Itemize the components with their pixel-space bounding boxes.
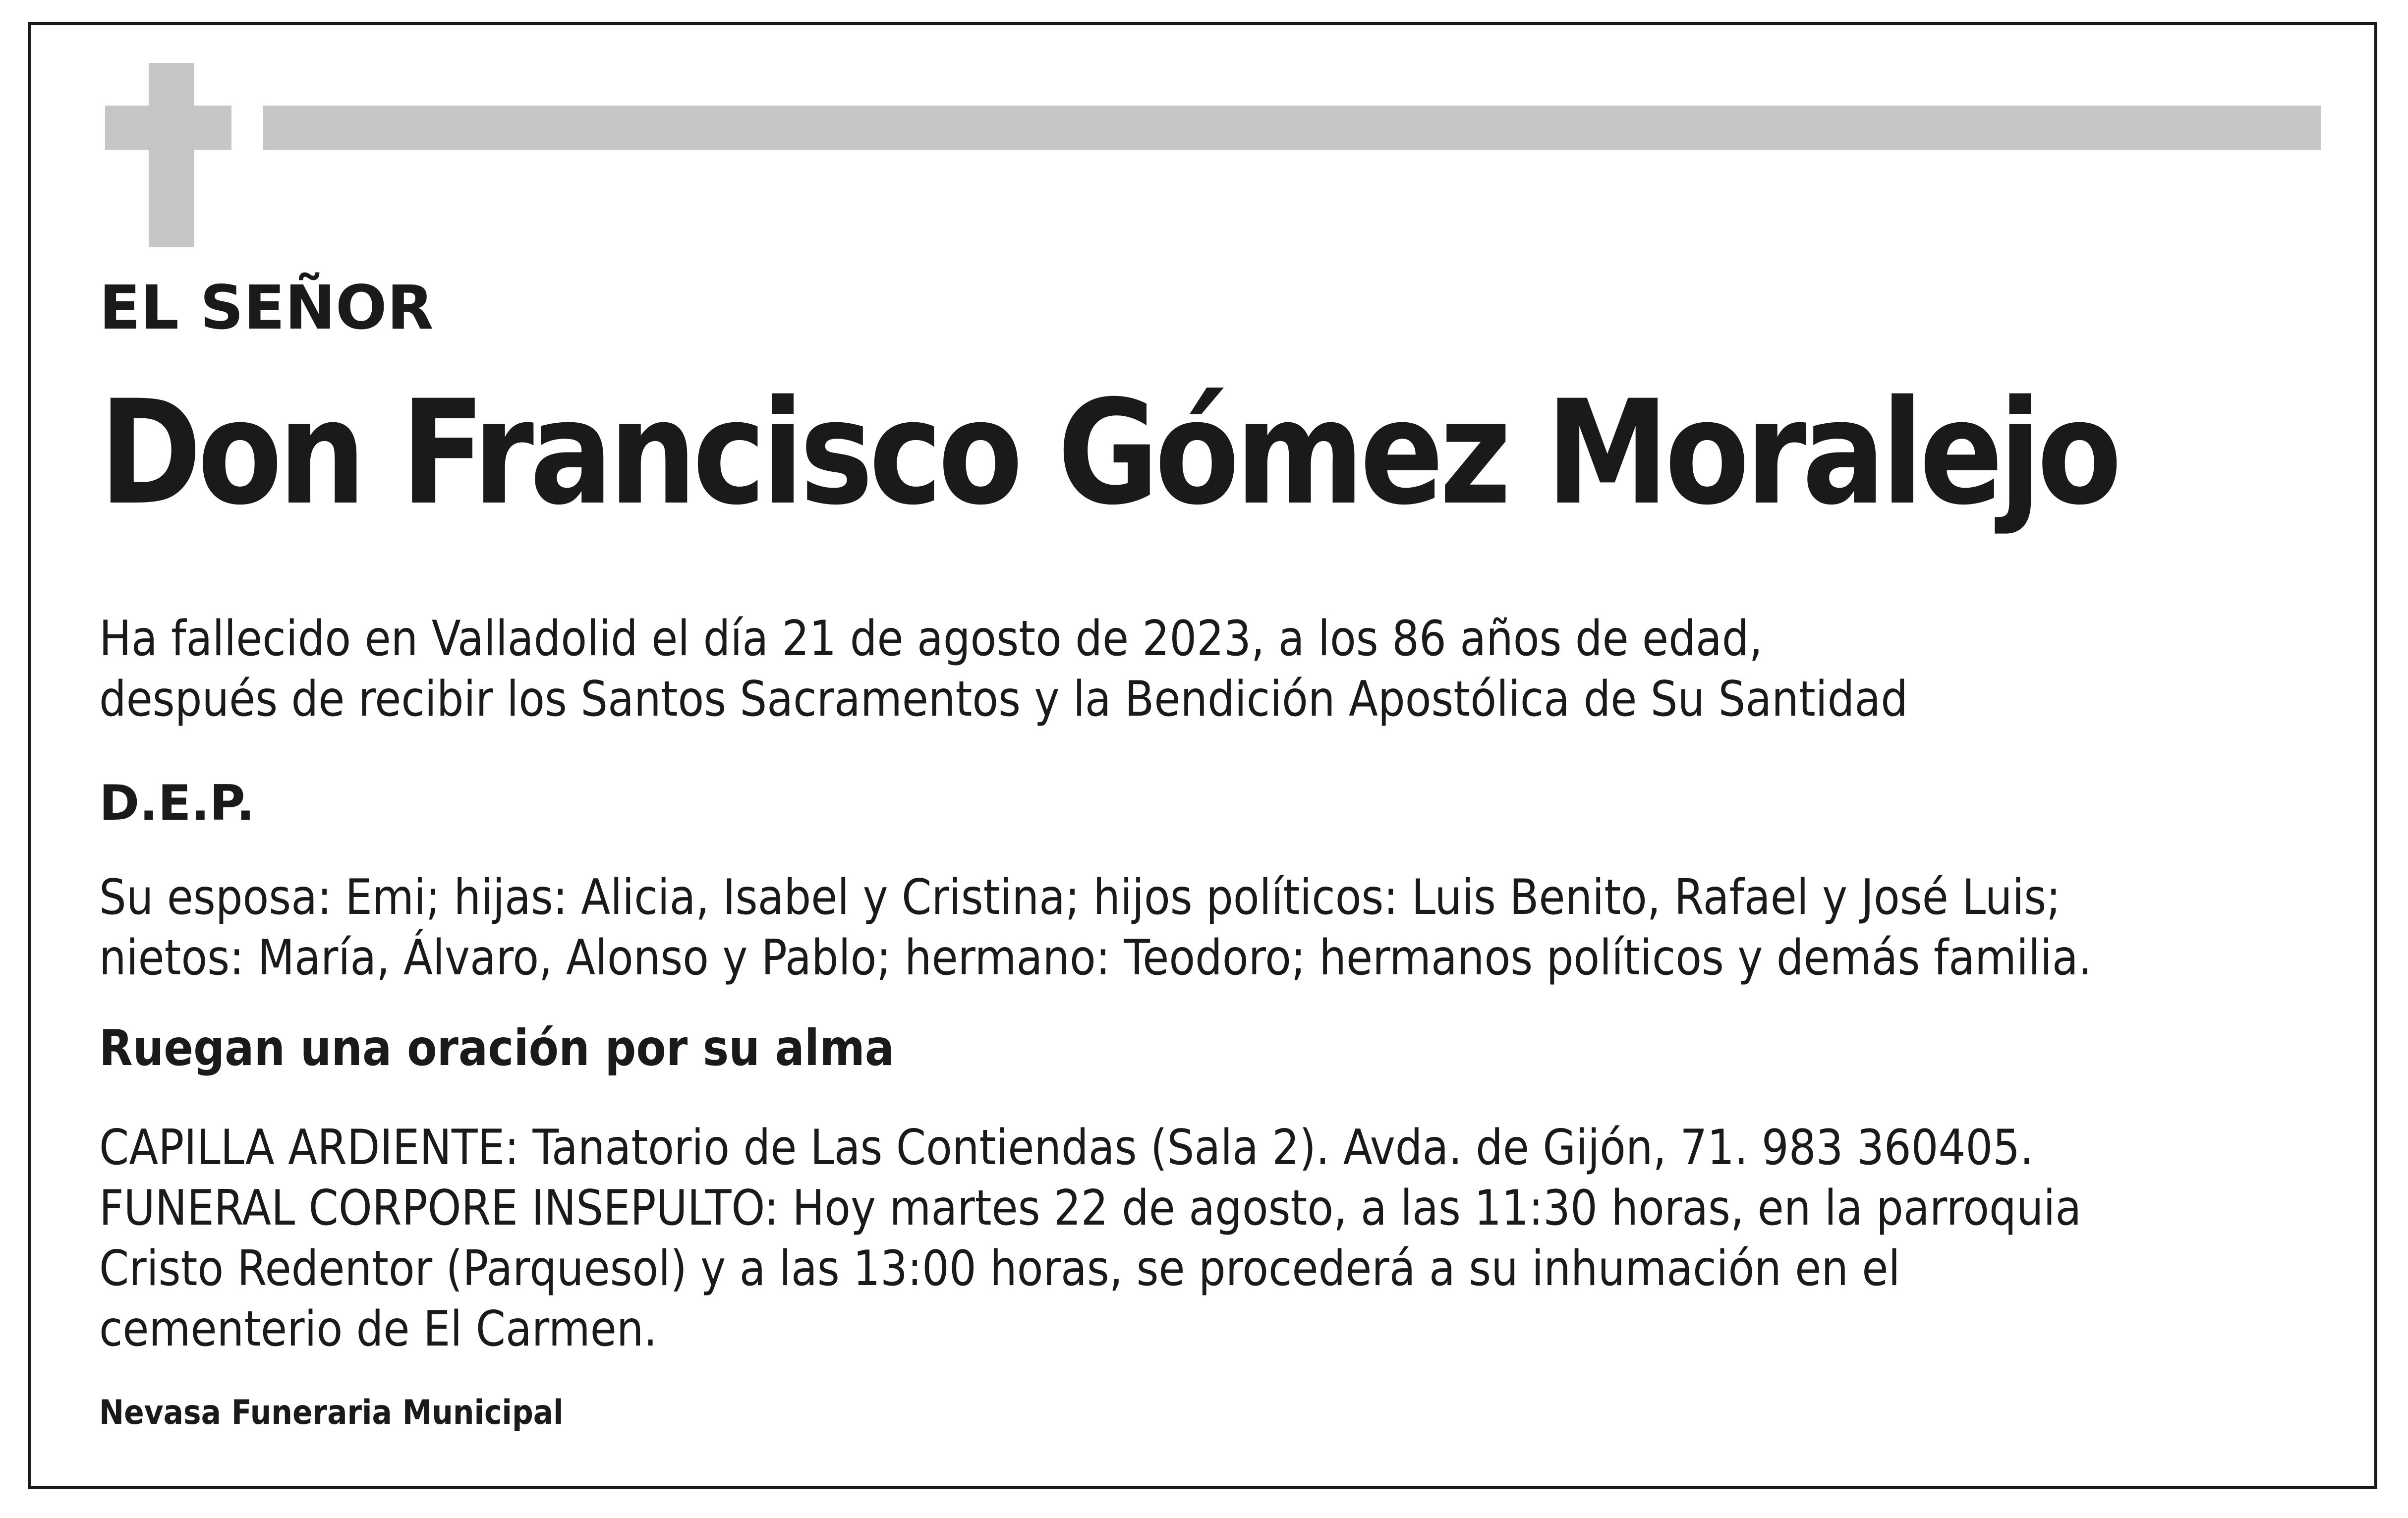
announcement-line: Ha fallecido en Valladolid el día 21 de agosto de 2023, a los 86 años de edad, (99, 611, 1763, 667)
service-line: Cristo Redentor (Parquesol) y a las 13:00 horas, se procederá a su inhumación en el (99, 1240, 1900, 1297)
prayer-request: Ruegan una oración por su alma (99, 1019, 895, 1077)
announcement-line: después de recibir los Santos Sacramentos y la Bendición Apostólica de Su Santidad (99, 671, 1908, 728)
service-line: FUNERAL CORPORE INSEPULTO: Hoy martes 22 de agosto, a las 11:30 horas, en la parroquia (99, 1180, 2082, 1237)
family-list (99, 867, 2092, 988)
family-line: Su esposa: Emi; hijas: Alicia, Isabel y Cristina; hijos políticos: Luis Benito, Rafael y José Luis; (99, 869, 2061, 926)
dep-label: D.E.P. (99, 775, 255, 832)
cross-icon-vertical (149, 63, 194, 247)
deceased-name: Don Francisco Gómez Moralejo (99, 370, 2118, 537)
header-rule (263, 106, 2321, 150)
honorific: EL SEÑOR (99, 273, 434, 343)
service-line: cementerio de El Carmen. (99, 1301, 657, 1357)
service-line: CAPILLA ARDIENTE: Tanatorio de Las Contiendas (Sala 2). Avda. de Gijón, 71. 983 360405. (99, 1120, 2034, 1176)
announcement (99, 609, 1908, 730)
service-details (99, 1118, 2081, 1359)
family-line: nietos: María, Álvaro, Alonso y Pablo; hermano: Teodoro; hermanos políticos y demás familia. (99, 930, 2092, 986)
funeral-home: Nevasa Funeraria Municipal (99, 1393, 564, 1432)
cross-icon-horizontal (105, 106, 231, 150)
